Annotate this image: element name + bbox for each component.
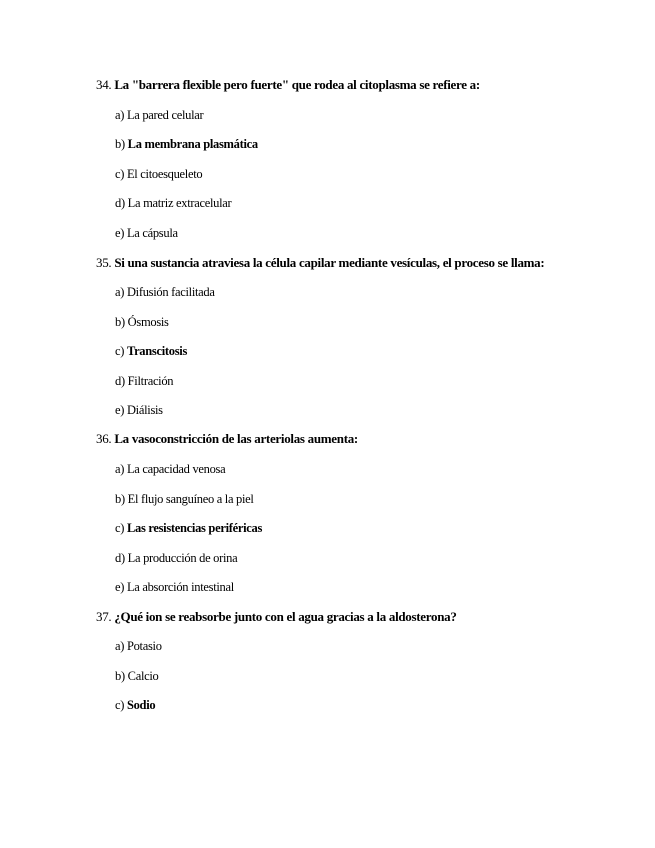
option-text: La producción de orina	[127, 551, 238, 565]
option-34-c	[115, 166, 202, 182]
question-35	[96, 255, 544, 271]
option-letter: a)	[115, 108, 125, 122]
option-text: La pared celular	[126, 108, 204, 122]
option-35-a	[115, 284, 215, 300]
option-text: Filtración	[127, 374, 174, 388]
option-letter: d)	[115, 196, 125, 210]
option-letter: b)	[115, 492, 125, 506]
option-text-correct: Sodio	[126, 698, 156, 712]
question-34	[96, 77, 480, 93]
option-text: Ósmosis	[127, 315, 169, 329]
option-34-d	[115, 195, 231, 211]
option-35-d	[115, 373, 173, 389]
option-36-e	[115, 579, 234, 595]
option-36-d	[115, 550, 237, 566]
option-letter: c)	[115, 698, 125, 712]
option-35-b	[115, 314, 169, 330]
question-number: 35.	[96, 255, 112, 270]
option-text: La capacidad venosa	[126, 462, 226, 476]
option-text-correct: Las resistencias periféricas	[126, 521, 263, 535]
option-letter: e)	[115, 403, 125, 417]
option-text: Diálisis	[126, 403, 163, 417]
option-text: La cápsula	[126, 226, 178, 240]
option-34-a	[115, 107, 203, 123]
option-letter: d)	[115, 374, 125, 388]
option-letter: b)	[115, 315, 125, 329]
option-letter: c)	[115, 167, 125, 181]
option-letter: e)	[115, 580, 125, 594]
option-35-c	[115, 343, 187, 359]
question-text: Si una sustancia atraviesa la célula capilar mediante vesículas, el proceso se llama:	[114, 255, 545, 270]
option-text: Difusión facilitada	[126, 285, 215, 299]
option-letter: c)	[115, 521, 125, 535]
question-37	[96, 609, 457, 625]
question-36	[96, 431, 358, 447]
option-37-b	[115, 668, 159, 684]
option-34-b	[115, 136, 258, 152]
option-text: El flujo sanguíneo a la piel	[127, 492, 254, 506]
option-37-a	[115, 638, 162, 654]
option-letter: e)	[115, 226, 125, 240]
question-text: ¿Qué ion se reabsorbe junto con el agua gracias a la aldosterona?	[114, 609, 457, 624]
question-text: La "barrera flexible pero fuerte" que rodea al citoplasma se refiere a:	[114, 77, 480, 92]
option-text: La matriz extracelular	[127, 196, 232, 210]
option-37-c	[115, 697, 155, 713]
option-letter: b)	[115, 137, 125, 151]
option-text: Calcio	[127, 669, 159, 683]
option-34-e	[115, 225, 178, 241]
option-text-correct: La membrana plasmática	[127, 137, 258, 151]
option-letter: a)	[115, 462, 125, 476]
option-36-a	[115, 461, 225, 477]
option-letter: a)	[115, 285, 125, 299]
question-number: 37.	[96, 609, 112, 624]
option-text: Potasio	[126, 639, 162, 653]
option-text: El citoesqueleto	[126, 167, 203, 181]
option-letter: c)	[115, 344, 125, 358]
question-number: 34.	[96, 77, 112, 92]
option-text-correct: Transcitosis	[126, 344, 188, 358]
option-letter: b)	[115, 669, 125, 683]
question-number: 36.	[96, 431, 112, 446]
option-letter: a)	[115, 639, 125, 653]
option-35-e	[115, 402, 163, 418]
option-36-c	[115, 520, 262, 536]
question-text: La vasoconstricción de las arteriolas aumenta:	[114, 431, 358, 446]
option-36-b	[115, 491, 254, 507]
option-letter: d)	[115, 551, 125, 565]
option-text: La absorción intestinal	[126, 580, 234, 594]
